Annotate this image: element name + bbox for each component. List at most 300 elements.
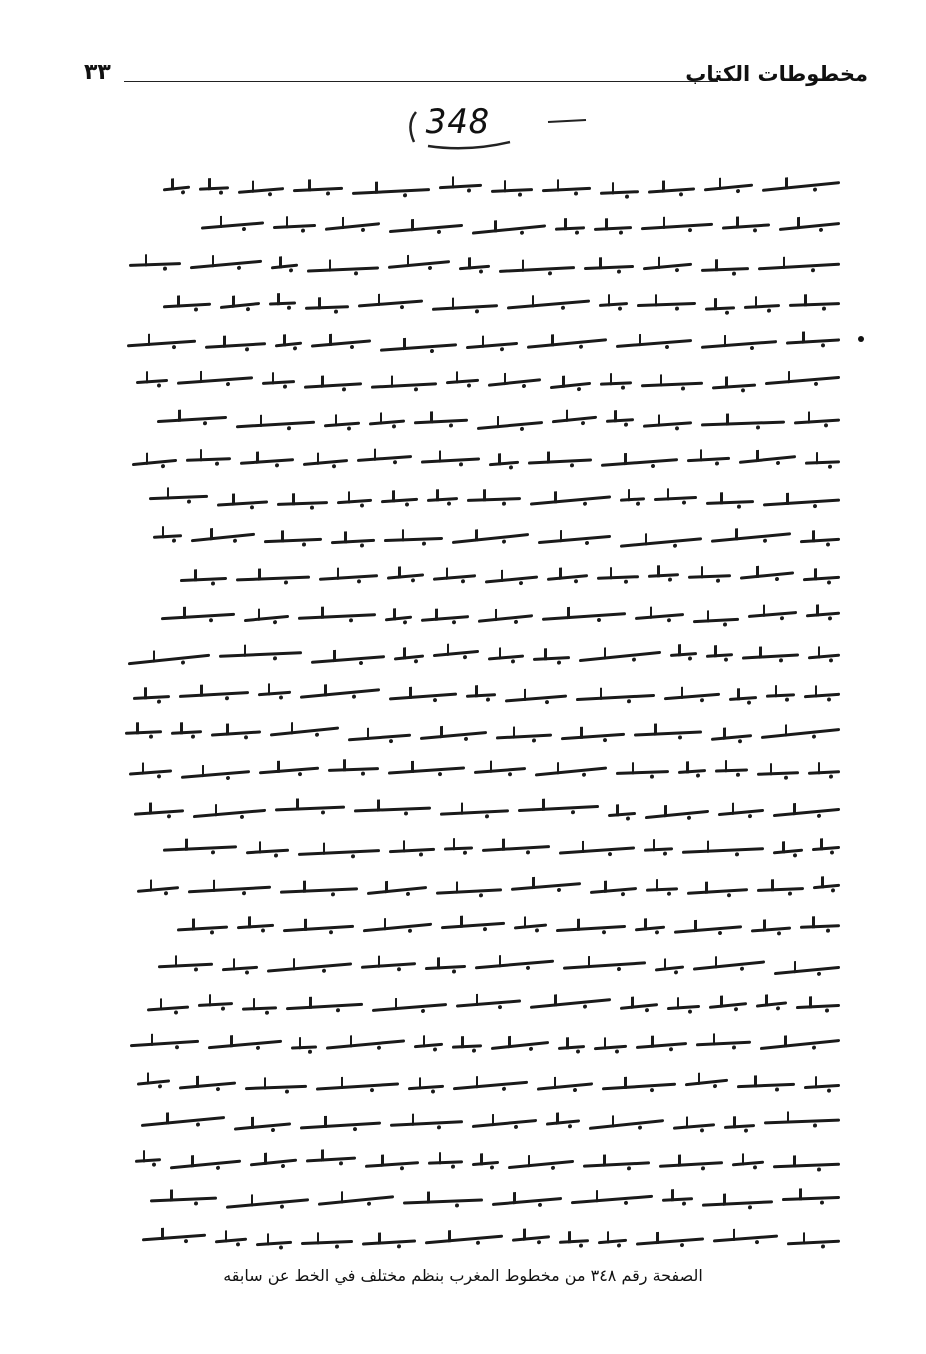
handwritten-word-stroke (542, 186, 591, 191)
handwritten-word-stroke (318, 1195, 394, 1206)
handwritten-word-stroke (715, 769, 748, 773)
handwritten-word-stroke (693, 618, 739, 623)
handwritten-word-stroke (701, 267, 749, 272)
handwritten-word-stroke (188, 886, 271, 894)
folio-number: 348 (426, 102, 491, 142)
handwritten-word-stroke (620, 497, 645, 501)
handwritten-word-stroke (300, 1121, 381, 1129)
handwritten-word-stroke (662, 1197, 693, 1202)
handwritten-word-stroke (425, 1234, 503, 1244)
handwritten-word-stroke (452, 533, 529, 544)
handwritten-word-stroke (634, 730, 702, 736)
handwritten-word-stroke (643, 421, 692, 427)
handwritten-word-stroke (205, 342, 266, 349)
handwritten-word-stroke (283, 925, 354, 932)
manuscript-line (100, 719, 840, 749)
handwritten-word-stroke (667, 1005, 700, 1010)
handwritten-word-stroke (705, 307, 735, 311)
handwritten-word-stroke (137, 886, 179, 893)
handwritten-word-stroke (222, 966, 258, 972)
handwritten-word-stroke (589, 1119, 664, 1130)
handwritten-word-stroke (390, 1120, 463, 1127)
manuscript-line (100, 524, 840, 554)
handwritten-word-stroke (654, 496, 697, 501)
handwritten-word-stroke (729, 696, 757, 701)
handwritten-word-stroke (773, 808, 840, 817)
handwritten-word-stroke (762, 181, 840, 192)
handwritten-word-stroke (779, 222, 840, 231)
handwritten-word-stroke (533, 656, 570, 661)
handwritten-word-stroke (275, 342, 302, 348)
handwritten-word-stroke (800, 924, 840, 929)
handwritten-word-stroke (764, 1118, 840, 1124)
handwritten-word-stroke (452, 1044, 482, 1048)
handwritten-word-stroke (306, 1156, 356, 1162)
handwritten-word-stroke (271, 264, 298, 270)
handwritten-word-stroke (275, 806, 345, 812)
handwritten-word-stroke (637, 302, 696, 307)
handwritten-word-stroke (226, 1198, 309, 1209)
handwritten-word-stroke (446, 379, 479, 385)
handwritten-word-stroke (722, 224, 770, 230)
handwritten-word-stroke (301, 1240, 353, 1245)
handwritten-word-stroke (267, 962, 352, 972)
handwritten-word-stroke (286, 1003, 363, 1010)
handwritten-word-stroke (380, 344, 457, 352)
handwritten-word-stroke (256, 1240, 292, 1245)
handwritten-word-stroke (149, 495, 208, 500)
handwritten-word-stroke (186, 457, 231, 462)
handwritten-word-stroke (602, 1082, 676, 1090)
handwritten-word-stroke (348, 733, 411, 741)
handwritten-word-stroke (803, 576, 840, 581)
manuscript-line (100, 369, 840, 399)
handwritten-word-stroke (293, 186, 343, 191)
handwritten-word-stroke (440, 810, 509, 816)
handwritten-word-stroke (744, 304, 780, 309)
handwritten-word-stroke (414, 419, 468, 425)
handwritten-word-stroke (142, 1233, 206, 1241)
handwritten-word-stroke (240, 458, 294, 465)
folio-mark (398, 98, 588, 158)
handwritten-word-stroke (125, 730, 162, 735)
handwritten-word-stroke (127, 340, 196, 348)
handwritten-word-stroke (646, 888, 678, 892)
handwritten-word-stroke (425, 965, 466, 970)
handwritten-word-stroke (311, 340, 371, 348)
handwritten-word-stroke (273, 224, 316, 229)
handwritten-word-stroke (433, 574, 476, 581)
handwritten-word-stroke (161, 612, 235, 620)
handwritten-word-stroke (163, 303, 211, 309)
handwritten-word-stroke (369, 420, 405, 426)
handwritten-word-stroke (704, 183, 753, 191)
handwritten-word-stroke (805, 460, 840, 464)
handwritten-word-stroke (236, 421, 315, 429)
handwritten-word-stroke (706, 500, 754, 505)
manuscript-line (100, 641, 840, 671)
manuscript-line (100, 1225, 840, 1255)
handwritten-word-stroke (616, 770, 669, 775)
handwritten-word-stroke (475, 960, 554, 970)
handwritten-word-stroke (794, 419, 840, 425)
handwritten-word-stroke (307, 267, 379, 273)
header-rule (124, 81, 718, 82)
handwritten-word-stroke (245, 1085, 307, 1090)
handwritten-word-stroke (147, 1006, 189, 1012)
handwritten-word-stroke (199, 186, 229, 190)
handwritten-word-stroke (535, 767, 607, 777)
handwritten-word-stroke (800, 538, 840, 543)
handwritten-word-stroke (385, 615, 412, 621)
handwritten-word-stroke (352, 188, 430, 195)
handwritten-word-stroke (600, 381, 632, 385)
handwritten-word-stroke (358, 300, 423, 308)
handwritten-word-stroke (262, 380, 295, 385)
handwritten-word-stroke (387, 573, 424, 579)
handwritten-word-stroke (579, 651, 661, 662)
handwritten-word-stroke (477, 421, 543, 430)
handwritten-word-stroke (190, 260, 262, 270)
handwritten-word-stroke (304, 382, 362, 388)
handwritten-word-stroke (444, 847, 473, 851)
handwritten-word-stroke (670, 652, 697, 657)
handwritten-word-stroke (163, 185, 190, 191)
handwritten-word-stroke (215, 1237, 247, 1243)
handwritten-word-stroke (576, 693, 655, 700)
manuscript-line (100, 875, 840, 905)
handwritten-word-stroke (133, 695, 170, 700)
handwritten-word-stroke (217, 500, 268, 506)
handwritten-word-stroke (367, 886, 427, 895)
handwritten-word-stroke (693, 960, 765, 970)
handwritten-word-stroke (635, 926, 665, 932)
handwritten-word-stroke (773, 1162, 840, 1168)
handwritten-word-stroke (421, 457, 480, 463)
handwritten-word-stroke (432, 304, 498, 311)
handwritten-word-stroke (758, 263, 840, 271)
handwritten-word-stroke (701, 421, 785, 427)
handwritten-word-stroke (713, 1234, 778, 1242)
handwritten-word-stroke (259, 767, 319, 775)
handwritten-word-stroke (620, 537, 702, 547)
handwritten-word-stroke (328, 767, 379, 772)
handwritten-word-stroke (813, 884, 840, 889)
handwritten-word-stroke (472, 1161, 499, 1166)
handwritten-word-stroke (193, 809, 266, 818)
handwritten-word-stroke (270, 726, 339, 736)
handwritten-word-stroke (372, 1003, 447, 1012)
handwritten-word-stroke (740, 571, 794, 579)
running-head (84, 60, 868, 100)
handwritten-word-stroke (441, 922, 505, 929)
handwritten-word-stroke (712, 384, 756, 390)
manuscript-line (100, 252, 840, 282)
handwritten-word-stroke (655, 966, 684, 972)
handwritten-word-stroke (558, 1045, 585, 1050)
handwritten-word-stroke (761, 727, 840, 738)
handwritten-word-stroke (608, 812, 636, 817)
manuscript-line (100, 291, 840, 321)
handwritten-word-stroke (250, 1158, 297, 1166)
manuscript-line (100, 797, 840, 827)
manuscript-line (100, 1147, 840, 1177)
handwritten-word-stroke (584, 265, 634, 270)
handwritten-word-stroke (291, 1045, 317, 1049)
handwritten-word-stroke (711, 532, 791, 542)
handwritten-word-stroke (220, 302, 260, 309)
handwritten-word-stroke (512, 1235, 550, 1242)
handwritten-word-stroke (808, 771, 840, 776)
handwritten-word-stroke (478, 614, 533, 623)
handwritten-word-stroke (389, 692, 457, 700)
manuscript-line (100, 563, 840, 593)
handwritten-word-stroke (472, 1119, 537, 1128)
handwritten-word-stroke (179, 691, 249, 698)
handwritten-word-stroke (644, 848, 673, 853)
handwritten-word-stroke (804, 1084, 840, 1089)
handwritten-word-stroke (177, 376, 253, 384)
handwritten-word-stroke (198, 1002, 233, 1007)
manuscript-line (100, 330, 840, 360)
handwritten-word-stroke (388, 260, 450, 269)
handwritten-word-stroke (559, 847, 635, 855)
handwritten-word-stroke (436, 889, 502, 895)
handwritten-word-stroke (508, 1160, 574, 1169)
handwritten-word-stroke (134, 810, 184, 816)
handwritten-word-stroke (530, 998, 611, 1009)
handwritten-word-stroke (153, 534, 182, 539)
handwritten-word-stroke (709, 1002, 747, 1009)
handwritten-word-stroke (246, 849, 289, 855)
handwritten-word-stroke (556, 925, 626, 932)
manuscript-handwriting (100, 160, 840, 1260)
handwritten-word-stroke (269, 302, 296, 306)
handwritten-word-stroke (363, 923, 432, 933)
handwritten-word-stroke (388, 767, 465, 775)
handwritten-word-stroke (129, 262, 181, 267)
handwritten-word-stroke (258, 690, 291, 696)
handwritten-word-stroke (641, 382, 703, 388)
handwritten-word-stroke (552, 416, 597, 424)
handwritten-word-stroke (492, 1197, 562, 1206)
handwritten-word-stroke (511, 882, 581, 891)
handwritten-word-stroke (300, 688, 380, 699)
handwritten-word-stroke (277, 501, 328, 506)
handwritten-word-stroke (598, 1238, 627, 1243)
manuscript-line (100, 953, 840, 983)
handwritten-word-stroke (135, 1158, 161, 1163)
handwritten-word-stroke (453, 1081, 528, 1091)
handwritten-word-stroke (354, 807, 431, 813)
handwritten-word-stroke (739, 455, 796, 464)
handwritten-word-stroke (528, 458, 592, 464)
handwritten-word-stroke (796, 1004, 840, 1009)
handwritten-word-stroke (324, 422, 360, 428)
handwritten-word-stroke (789, 302, 840, 307)
handwritten-word-stroke (365, 1161, 419, 1168)
handwritten-word-stroke (403, 1198, 483, 1204)
margin-dot (858, 336, 864, 342)
handwritten-word-stroke (742, 653, 799, 659)
handwritten-word-stroke (555, 227, 585, 232)
handwritten-word-stroke (590, 887, 637, 894)
handwritten-word-stroke (141, 1116, 225, 1127)
manuscript-line (100, 1186, 840, 1216)
manuscript-line (100, 602, 840, 632)
handwritten-word-stroke (427, 497, 458, 502)
handwritten-word-stroke (606, 418, 634, 423)
handwritten-word-stroke (687, 888, 748, 895)
handwritten-word-stroke (527, 338, 607, 348)
handwritten-word-stroke (488, 378, 541, 386)
handwritten-word-stroke (804, 692, 840, 698)
handwritten-word-stroke (751, 927, 791, 933)
handwritten-word-stroke (737, 1083, 795, 1088)
handwritten-word-stroke (489, 461, 519, 466)
handwritten-word-stroke (439, 183, 482, 188)
handwritten-word-stroke (389, 848, 435, 853)
handwritten-word-stroke (571, 1194, 653, 1203)
handwritten-word-stroke (682, 847, 764, 854)
handwritten-word-stroke (806, 611, 840, 617)
manuscript-line (100, 1030, 840, 1060)
handwritten-word-stroke (706, 653, 733, 658)
handwritten-word-stroke (505, 694, 567, 702)
handwritten-word-stroke (157, 416, 227, 423)
handwritten-word-stroke (361, 962, 416, 969)
handwritten-word-stroke (237, 924, 274, 929)
handwritten-word-stroke (782, 1196, 840, 1201)
handwritten-word-stroke (137, 1079, 170, 1085)
handwritten-word-stroke (132, 459, 177, 466)
handwritten-word-stroke (181, 771, 250, 780)
handwritten-word-stroke (760, 1039, 840, 1050)
handwritten-word-stroke (702, 1200, 773, 1206)
handwritten-word-stroke (242, 1006, 277, 1010)
handwritten-word-stroke (648, 573, 679, 578)
handwritten-word-stroke (673, 1123, 715, 1129)
handwritten-word-stroke (594, 1045, 627, 1051)
handwritten-word-stroke (659, 1161, 723, 1168)
handwritten-word-stroke (428, 1160, 463, 1164)
handwritten-word-stroke (130, 1040, 199, 1047)
handwritten-word-stroke (466, 342, 518, 349)
handwritten-word-stroke (561, 732, 625, 739)
handwritten-word-stroke (325, 223, 380, 232)
handwritten-word-stroke (674, 925, 742, 934)
handwritten-word-stroke (786, 339, 840, 345)
handwritten-word-stroke (485, 575, 538, 583)
manuscript-line (100, 836, 840, 866)
handwritten-word-stroke (636, 1237, 704, 1245)
handwritten-word-stroke (763, 498, 840, 506)
handwritten-word-stroke (384, 537, 443, 542)
handwritten-word-stroke (180, 577, 227, 582)
handwritten-word-stroke (766, 693, 795, 697)
handwritten-word-stroke (600, 190, 639, 195)
manuscript-line (100, 992, 840, 1022)
handwritten-word-stroke (331, 539, 375, 544)
handwritten-word-stroke (724, 1124, 755, 1129)
handwritten-word-stroke (362, 1239, 416, 1245)
handwritten-word-stroke (756, 1001, 787, 1007)
handwritten-word-stroke (550, 382, 591, 389)
handwritten-word-stroke (774, 966, 840, 975)
figure-caption: الصفحة رقم ٣٤٨ من مخطوط المغرب بنظم مختلف في الخط عن سابقه (223, 1266, 703, 1285)
handwritten-word-stroke (507, 300, 590, 310)
handwritten-word-stroke (748, 611, 797, 618)
handwritten-word-stroke (236, 575, 310, 581)
handwritten-word-stroke (636, 1042, 687, 1049)
handwritten-word-stroke (238, 187, 284, 194)
handwritten-word-stroke (394, 654, 424, 660)
handwritten-word-stroke (757, 772, 799, 777)
handwritten-word-stroke (547, 574, 588, 581)
handwritten-word-stroke (163, 846, 237, 852)
handwritten-word-stroke (696, 1041, 751, 1047)
handwritten-word-stroke (474, 767, 526, 774)
handwritten-word-stroke (456, 999, 521, 1007)
handwritten-word-stroke (381, 498, 418, 504)
handwritten-word-stroke (459, 265, 490, 270)
handwritten-word-stroke (191, 533, 255, 543)
handwritten-word-stroke (298, 849, 380, 856)
handwritten-word-stroke (518, 805, 599, 812)
handwritten-word-stroke (129, 770, 172, 776)
handwritten-word-stroke (311, 655, 385, 664)
handwritten-word-stroke (414, 1043, 443, 1048)
handwritten-word-stroke (472, 225, 546, 235)
handwritten-word-stroke (136, 379, 168, 384)
handwritten-word-stroke (643, 263, 692, 271)
manuscript-line (100, 1069, 840, 1099)
handwritten-word-stroke (787, 1239, 840, 1245)
handwritten-word-stroke (538, 535, 611, 544)
handwritten-word-stroke (594, 227, 632, 232)
handwritten-word-stroke (491, 188, 533, 193)
handwritten-word-stroke (678, 769, 706, 774)
manuscript-line (100, 485, 840, 515)
manuscript-line (100, 914, 840, 944)
handwritten-word-stroke (234, 1122, 291, 1130)
handwritten-word-stroke (467, 497, 521, 502)
handwritten-word-stroke (546, 1119, 580, 1125)
handwritten-word-stroke (357, 455, 412, 462)
handwritten-word-stroke (201, 222, 264, 230)
handwritten-word-stroke (499, 266, 575, 273)
handwritten-word-stroke (718, 809, 764, 816)
handwritten-word-stroke (641, 223, 713, 231)
handwritten-word-stroke (433, 650, 479, 657)
handwritten-word-stroke (530, 495, 611, 505)
handwritten-word-stroke (773, 849, 803, 855)
handwritten-word-stroke (371, 382, 437, 388)
handwritten-word-stroke (170, 1159, 241, 1169)
handwritten-word-stroke (601, 458, 678, 467)
handwritten-word-stroke (208, 1040, 282, 1050)
handwritten-word-stroke (408, 1085, 444, 1090)
handwritten-word-stroke (466, 693, 496, 698)
handwritten-word-stroke (488, 654, 524, 660)
handwritten-word-stroke (482, 845, 550, 852)
handwritten-word-stroke (635, 613, 684, 620)
handwritten-word-stroke (559, 1239, 589, 1244)
handwritten-word-stroke (179, 1081, 236, 1089)
handwritten-word-stroke (421, 615, 469, 622)
handwritten-word-stroke (389, 224, 463, 233)
handwritten-word-stroke (620, 1003, 658, 1010)
